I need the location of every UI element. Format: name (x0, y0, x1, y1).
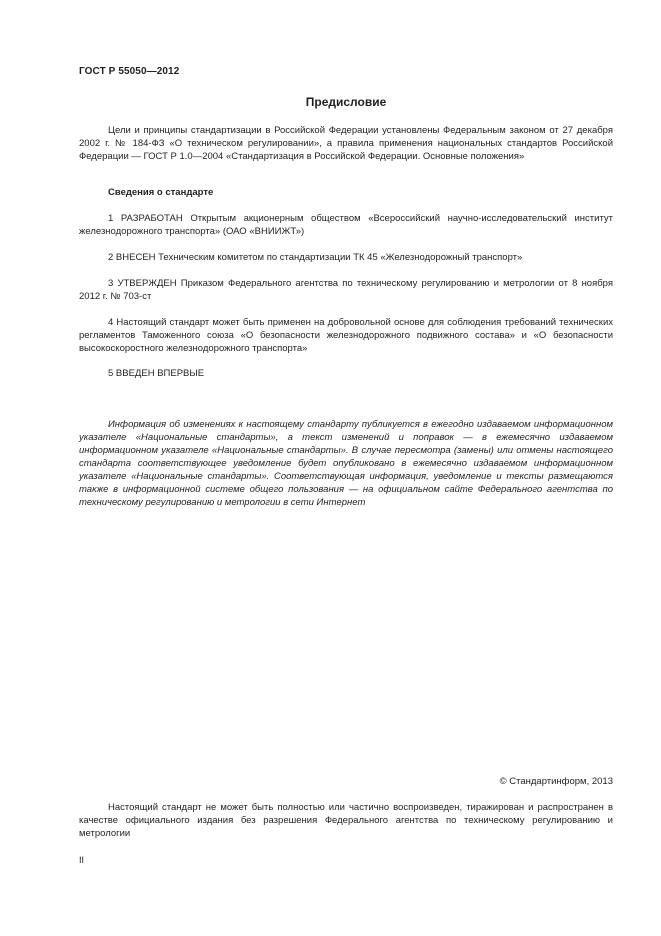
info-item-2: 2 ВНЕСЕН Техническим комитетом по стандартизации ТК 45 «Железнодорожный транспорт» (108, 252, 523, 263)
copyright: © Стандартинформ, 2013 (499, 776, 613, 787)
intro-paragraph: Цели и принципы стандартизации в Российской Федерации установлены Федеральным законом от 27 декабря 2002 г. № 184-ФЗ «О техническом регулировании», а правила применения национальных стандартов Российской Федерации — ГОСТ Р 1.0—2004 «Стандартизация в Российской Федерации. Основные положения» (79, 125, 613, 162)
reproduction-notice: Настоящий стандарт не может быть полностью или частично воспроизведен, тиражирован и распространен в качестве официального издания без разрешения Федерального агентства по техническому регулированию и метрологии (79, 802, 613, 839)
info-item-1: 1 РАЗРАБОТАН Открытым акционерным обществом «Всероссийский научно-исследовательский институт железнодорожного транспорта» (ОАО «ВНИИЖТ») (79, 213, 613, 237)
page-number: II (79, 855, 85, 865)
info-item-5: 5 ВВЕДЕН ВПЕРВЫЕ (108, 368, 205, 379)
info-item-4: 4 Настоящий стандарт может быть применен на добровольной основе для соблюдения требований технических регламентов Таможенного союза «О безопасности железнодорожного подвижного состава» и «О безопасности высокоскоростного железнодорожного транспорта» (79, 317, 613, 354)
page-title: Предисловие (305, 95, 387, 109)
info-item-3: 3 УТВЕРЖДЕН Приказом Федерального агентства по техническому регулированию и метрологии от 8 ноября 2012 г. № 703-ст (79, 278, 613, 302)
notice-paragraph: Информация об изменениях к настоящему стандарту публикуется в ежегодно издаваемом информационном указателе «Национальные стандарты», а текст изменений и поправок — в ежемесячно издаваемом информационном указателе «Национальные стандарты». В случае пересмотра (замены) или отмены настоящего стандарта соответствующее уведомление будет опубликовано в ежемесячно издаваемом информационном указателе «Национальные стандарты». Соответствующая информация, уведомление и тексты размещаются также в информационной системе общего пользования — на официальном сайте Федерального агентства по техническому регулированию и метрологии в сети Интернет (79, 419, 613, 508)
info-heading: Сведения о стандарте (108, 187, 214, 198)
standard-id: ГОСТ Р 55050—2012 (79, 66, 180, 77)
